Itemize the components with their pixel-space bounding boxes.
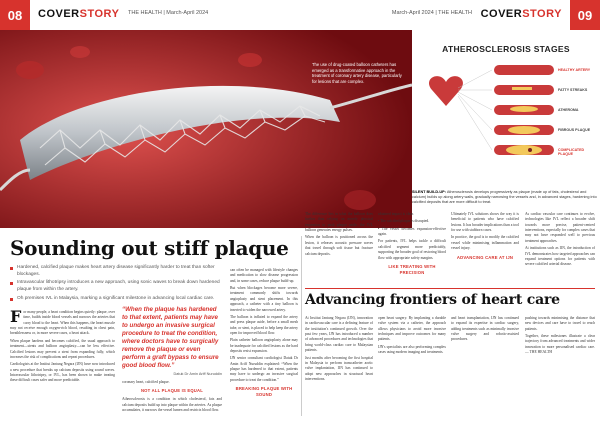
pull-quote: “When the plaque has hardened to that extent, patients may have to undergo an invasive surgical procedure to treat the condition, where doctors have to surgically remove the plaque or even perform a graft bypass to ensure good blood flow.”	[122, 306, 219, 369]
right-section-title-b: STORY	[522, 8, 562, 20]
paragraph: obtained impact is clear.	[378, 212, 414, 216]
article-headline: Sounding out stiff plaque	[10, 236, 289, 260]
paragraph: At Institut Jantung Negara (IJN), innovation in cardiovascular care is a defining feature of the institution's continued growth. Over the past few years, IJN has introduced a number of advanced procedures and technologies that bring world-class cardiac care to Malaysian patients.	[305, 316, 373, 353]
graphic-title: ATHEROSCLEROSIS STAGES	[442, 44, 570, 54]
left-section-title	[38, 8, 119, 20]
article-column-7	[525, 212, 595, 270]
stage-label-fatty-streaks: FATTY STREAKS	[558, 88, 588, 92]
paragraph: When the balloon is positioned across the lesion, it releases acoustic pressure waves that travel through soft tissue but fracture calcium deposits.	[305, 235, 373, 256]
key-point: Oh premises IVL in Malaysia, marking a significant milestone in advancing local cardiac care.	[10, 296, 220, 303]
paragraph: Plain catheter balloon angioplasty alone may be inadequate for calcified lesions as the hard deposits resist expansion.	[230, 338, 298, 354]
pull-quote-attribution: Datuk Dr Amin Ariff Nuruddin	[173, 372, 222, 376]
left-page-header	[0, 0, 300, 30]
paragraph: coronary heart, calcified plaque.	[122, 380, 170, 384]
page-gutter	[301, 236, 302, 416]
paragraph: IJN senior consultant cardiologist Datuk Dr Amin Ariff Nuruddin explained: “When the plaque has hardened to that extent, patients may have to undergo an invasive surgical procedure to treat the condition.”	[230, 356, 298, 382]
paragraph: Cardiologists at the Institut Jantung Negara (IJN) have now introduced a new procedure that breaks up calcium deposits using sound waves. Intravascular lithotripsy, or IVL, has been shown to make treating these difficult cases safer and more predictable.	[10, 362, 115, 383]
hero-image-stent-balloon	[0, 30, 412, 228]
left-issue-info: THE HEALTH | March-April 2024	[128, 10, 209, 16]
paragraph: In practice, the goal is to modify the calcified vessel while minimising inflammation and vessel injury.	[451, 235, 519, 251]
sidebar-headline: Advancing frontiers of heart care	[305, 292, 560, 308]
article-column-3	[230, 268, 298, 401]
left-section-title-b: STORY	[79, 8, 120, 20]
paragraph: • The calcified plaque is disrupted.	[378, 219, 430, 224]
article-column-1	[10, 307, 115, 386]
subheading: NOT ALL PLAQUE IS EQUAL	[140, 388, 204, 394]
paragraph: The difference lies in what the balloon does further than relying on merely physical expansion to push plaque aside, the IVL balloon generates energy pulses.	[305, 212, 373, 233]
article-column-6	[451, 212, 519, 264]
paragraph: As cardiac vascular care continues to evolve, technologies like IVL reflect a broader shift towards more precise, patient-centred interventions, especially for complex cases that may not have responded well to previous treatment approaches.	[525, 212, 595, 243]
stage-label-healthy: HEALTHY ARTERY	[558, 68, 591, 72]
right-issue-info: March-April 2024 | THE HEALTH	[391, 10, 472, 16]
paragraph: The balloon is inflated to expand the artery and press plaque aside, before a small mesh tube, or stent, is placed to help keep the artery open for improved blood flow.	[230, 314, 298, 335]
paragraph: Atherosclerosis is a condition in which cholesterol, fats and calcium deposits build up into plaque within the arteries. As plaque accumulates, it narrows the vessel lumen and restricts blood flow.	[122, 397, 222, 413]
paragraph: pushing towards minimising the distance that new devices and care have to travel to reach patients.	[525, 316, 595, 331]
paragraph: open heart surgery. By implanting a durable valve system via a catheter, the approach allows physicians to avoid more invasive techniques and improve outcomes for many patients.	[378, 316, 446, 342]
paragraph: For patients, IVL helps tackle a difficult calcified segment more predictably, supporting the broader goal of restoring blood flow with appropriate safety margins.	[378, 239, 446, 260]
atherosclerosis-graphic	[412, 30, 600, 190]
key-point: Intravascular lithotripsy introduces a new approach, using sonic waves to break down hardened plaque from within the artery.	[10, 280, 220, 293]
hero-caption: The use of drug-coated balloon catheters has emerged as a transformative approach in the treatment of coronary artery disease, particularly for lesions that are complex.	[312, 62, 402, 85]
paragraph: Just months after becoming the first hospital in Malaysia to perform transcatheter aortic valve implantation, IJN has continued to adopt new approaches in structural heart interventions.	[305, 355, 373, 381]
stage-label-atheroma: ATHEROMA	[558, 108, 579, 112]
paragraph: or many people, a heart condition begins quietly: plaque, over time, builds inside blood vessels and narrows the arteries that carry blood to the heart. When this happens, the heart muscle may not receive enough oxygen-rich blood, resulting in chest pain, breathlessness or, in more severe cases, a heart attack.	[10, 310, 115, 336]
article-key-points	[10, 265, 220, 305]
right-page-header	[300, 0, 600, 30]
paragraph: • The vessel becomes expansion-effective again.	[378, 226, 446, 237]
paragraph: can often be managed with lifestyle changes and medication to slow disease progression and, in some cases, reduce plaque build-up.	[230, 268, 298, 283]
sidebar-column-2	[378, 316, 446, 358]
right-section-title	[481, 8, 562, 20]
right-page-number: 09	[570, 0, 600, 30]
subheading: BREAKING PLAQUE WITH SOUND	[235, 386, 293, 398]
left-section-title-a: COVER	[38, 8, 80, 20]
paragraph: When plaque hardens and becomes calcified, the usual approach to treatment—stents and balloon angioplasty—can be less effective. Calcified lesions may prevent a stent from expanding fully, which increases the risk of complications and repeat procedures.	[10, 338, 115, 359]
article-column-5	[378, 212, 446, 279]
article-column-2	[122, 380, 222, 416]
stage-label-complicated-plaque: COMPLICATED PLAQUE	[558, 148, 585, 157]
paragraph: But when blockages become more severe, treatment commonly shifts towards angioplasty and stent placement. In this approach, a catheter with a tiny balloon is inserted to widen the narrowed artery.	[230, 286, 298, 312]
key-point: Hardened, calcified plaque makes heart artery disease significantly harder to treat than softer blockages.	[10, 265, 220, 278]
right-section-title-a: COVER	[480, 8, 523, 20]
subheading: LIKE TREATING WITH PRECISION	[388, 263, 436, 275]
figure-caption-lead: SILENT BUILD-UP:	[412, 190, 446, 194]
subheading: ADVANCING CARE AT IJN	[456, 254, 514, 260]
stage-label-fibrous-plaque: FIBROUS PLAQUE	[558, 128, 591, 132]
left-page-number: 08	[0, 0, 30, 30]
paragraph: At institutions such as IJN, the introduction of IVL demonstrates how targeted approaches can expand treatment options for patients with severe calcified arterial disease.	[525, 246, 595, 267]
paragraph: and heart transplantation, IJN has continued to expand its expertise in cardiac surgery, adding treatments such as minimally invasive valve surgery and robotic-assisted procedures.	[451, 316, 519, 342]
paragraph: Ultimately IVL solutions shows the way it is beneficial to patients who have calcified lesions. It has broader implications than a tool for use with stubborn cases.	[451, 212, 519, 233]
article-column-4	[305, 212, 373, 259]
sidebar-column-1	[305, 316, 373, 384]
drop-cap: F	[10, 307, 22, 326]
figure-caption	[412, 190, 598, 205]
paragraph: Together, these milestones illustrate a clear trajectory from advanced treatments and wider innovation to more personalised cardiac care. — THE HEALTH	[525, 334, 595, 355]
stent-illustration	[0, 30, 412, 228]
sidebar-column-4	[525, 316, 595, 358]
sidebar-column-3	[451, 316, 519, 345]
sidebar-rule	[305, 288, 595, 289]
figure-caption-text: Atherosclerosis develops progressively as plaque (made up of fats, cholesterol and calcium) builds up along artery walls, gradually narrowing the vessels and, in advanced stages, hardening into calcified deposits that are more difficult to treat.	[412, 190, 597, 205]
paragraph: IJN's specialists are also performing complex cases using modern imaging and treatments.	[378, 344, 446, 355]
